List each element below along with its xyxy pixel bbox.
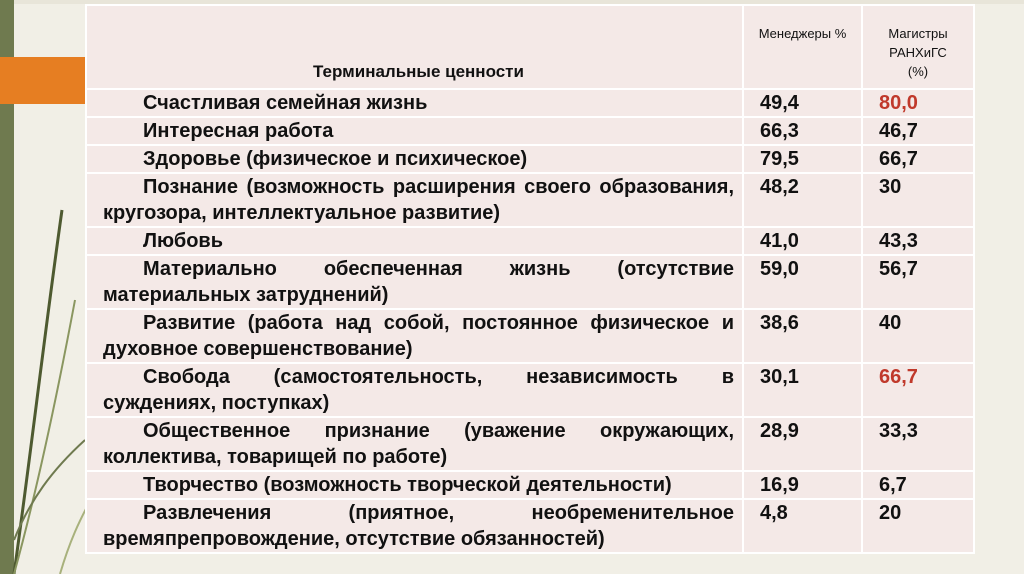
table-row — [86, 145, 974, 173]
value-name: Познание (возможность расширения своего образования, кругозора, интеллектуальное развитие) — [103, 176, 734, 224]
managers-percent-cell: 49,4 — [743, 89, 862, 117]
value-name-cell — [86, 471, 743, 499]
value-name-cell — [86, 173, 743, 227]
table-row — [86, 471, 974, 499]
masters-percent-cell: 20 — [862, 499, 974, 553]
value-name: Здоровье (физическое и психическое) — [143, 148, 528, 170]
value-name: Творчество (возможность творческой деятельности) — [143, 474, 672, 496]
value-name: Счастливая семейная жизнь — [143, 92, 428, 114]
table-row — [86, 363, 974, 417]
values-column-header: Терминальные ценности — [86, 5, 743, 89]
managers-percent-cell: 4,8 — [743, 499, 862, 553]
managers-percent-cell: 48,2 — [743, 173, 862, 227]
masters-percent-cell: 66,7 — [862, 145, 974, 173]
managers-percent-cell: 28,9 — [743, 417, 862, 471]
table-row — [86, 173, 974, 227]
managers-percent-cell: 59,0 — [743, 255, 862, 309]
masters-percent-cell: 80,0 — [862, 89, 974, 117]
masters-percent-cell: 66,7 — [862, 363, 974, 417]
value-name-cell — [86, 89, 743, 117]
table-row — [86, 117, 974, 145]
value-name: Развлечения (приятное, необременительное времяпрепровождение, отсутствие обязанностей) — [103, 502, 734, 550]
value-name-cell — [86, 499, 743, 553]
table-row — [86, 89, 974, 117]
masters-percent-cell: 33,3 — [862, 417, 974, 471]
managers-column-header: Менеджеры % — [743, 5, 862, 89]
value-name: Интересная работа — [143, 120, 334, 142]
managers-percent-cell: 66,3 — [743, 117, 862, 145]
masters-percent-cell: 6,7 — [862, 471, 974, 499]
managers-percent-cell: 79,5 — [743, 145, 862, 173]
grass-decoration-icon — [0, 0, 90, 574]
value-name: Развитие (работа над собой, постоянное физическое и духовное совершенствование) — [103, 312, 734, 360]
masters-percent-cell: 56,7 — [862, 255, 974, 309]
terminal-values-table — [85, 4, 975, 554]
masters-percent-cell: 43,3 — [862, 227, 974, 255]
value-name: Общественное признание (уважение окружающих, коллектива, товарищей по работе) — [103, 420, 734, 468]
table-row — [86, 417, 974, 471]
masters-percent-cell: 46,7 — [862, 117, 974, 145]
value-name: Свобода (самостоятельность, независимость в суждениях, поступках) — [103, 366, 734, 414]
value-name-cell — [86, 363, 743, 417]
table-row — [86, 227, 974, 255]
managers-percent-cell: 41,0 — [743, 227, 862, 255]
value-name-cell — [86, 227, 743, 255]
value-name-cell — [86, 117, 743, 145]
table-header-row — [86, 5, 974, 89]
value-name-cell — [86, 255, 743, 309]
table-row — [86, 255, 974, 309]
value-name-cell — [86, 145, 743, 173]
masters-column-header: Магистры РАНХиГС (%) — [862, 5, 974, 89]
managers-percent-cell: 16,9 — [743, 471, 862, 499]
value-name-cell — [86, 309, 743, 363]
table-row — [86, 309, 974, 363]
value-name: Любовь — [143, 230, 224, 252]
value-name: Материально обеспеченная жизнь (отсутствие материальных затруднений) — [103, 258, 734, 306]
masters-percent-cell: 30 — [862, 173, 974, 227]
managers-percent-cell: 38,6 — [743, 309, 862, 363]
managers-percent-cell: 30,1 — [743, 363, 862, 417]
value-name-cell — [86, 417, 743, 471]
masters-percent-cell: 40 — [862, 309, 974, 363]
table-row — [86, 499, 974, 553]
